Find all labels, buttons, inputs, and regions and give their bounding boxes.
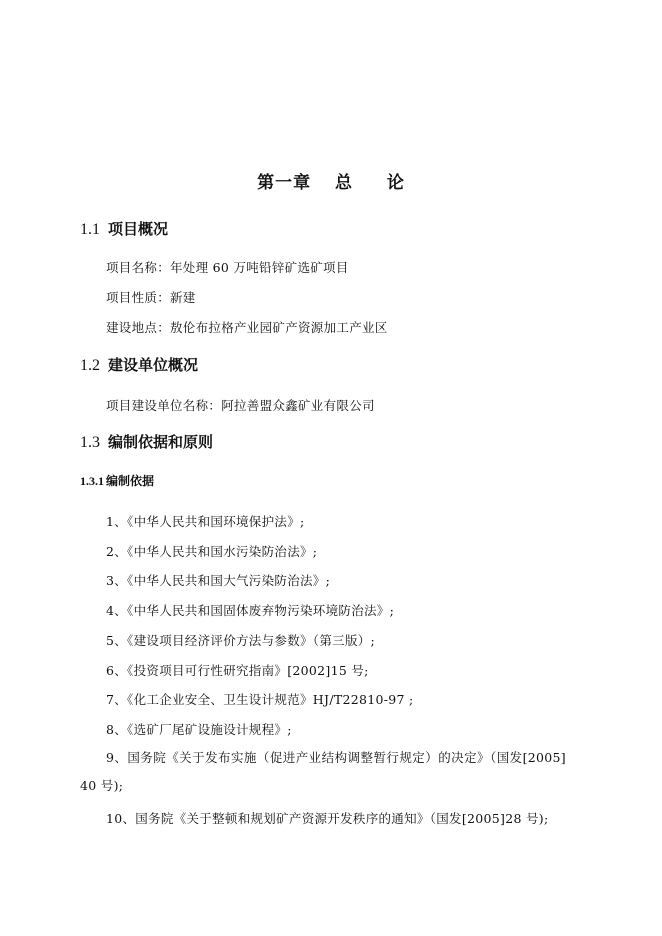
project-name-line: 项目名称：年处理 60 万吨铅锌矿选矿项目 [106, 260, 349, 275]
project-location-line: 建设地点：敖伦布拉格产业园矿产资源加工产业区 [106, 320, 388, 335]
project-nature-line: 项目性质：新建 [106, 290, 196, 305]
section-title: 编制依据和原则 [108, 433, 214, 451]
builder-name-line: 项目建设单位名称：阿拉善盟众鑫矿业有限公司 [106, 398, 375, 413]
chapter-title-word-2: 论 [386, 173, 405, 193]
section-title: 项目概况 [108, 220, 169, 238]
section-heading-1-3 [80, 431, 213, 452]
reference-item: 10、国务院《关于整顿和规划矿产资源开发秩序的通知》（国发[2005]28 号); [106, 811, 549, 826]
reference-item: 7、《化工企业安全、卫生设计规范》HJ/T22810-97 ; [106, 692, 414, 707]
chapter-label: 第一章 [257, 173, 312, 193]
subsection-number: 1.3.1 [80, 474, 104, 488]
reference-item: 1、《中华人民共和国环境保护法》; [106, 514, 305, 529]
section-heading-1-1 [80, 218, 168, 239]
section-number: 1.3 [80, 434, 100, 451]
chapter-title [0, 168, 662, 193]
reference-item: 2、《中华人民共和国水污染防治法》; [106, 544, 318, 559]
section-number: 1.1 [80, 221, 100, 238]
section-heading-1-2 [80, 354, 198, 375]
section-title: 建设单位概况 [108, 356, 199, 374]
reference-item: 3、《中华人民共和国大气污染防治法》; [106, 573, 331, 588]
reference-item: 9、国务院《关于发布实施（促进产业结构调整暂行规定）的决定》（国发[2005] 40 号); [80, 750, 566, 793]
reference-item: 5、《建设项目经济评价方法与参数》（第三版）; [106, 633, 376, 648]
reference-item: 8、《选矿厂尾矿设施设计规程》; [106, 722, 292, 737]
subsection-title: 编制依据 [106, 474, 155, 488]
reference-item: 4、《中华人民共和国固体废弃物污染环境防治法》; [106, 603, 395, 618]
section-number: 1.2 [80, 357, 100, 374]
chapter-title-word-1: 总 [335, 173, 353, 193]
subsection-heading-1-3-1 [80, 472, 154, 489]
reference-item: 6、《投资项目可行性研究指南》[2002]15 号; [106, 663, 369, 678]
